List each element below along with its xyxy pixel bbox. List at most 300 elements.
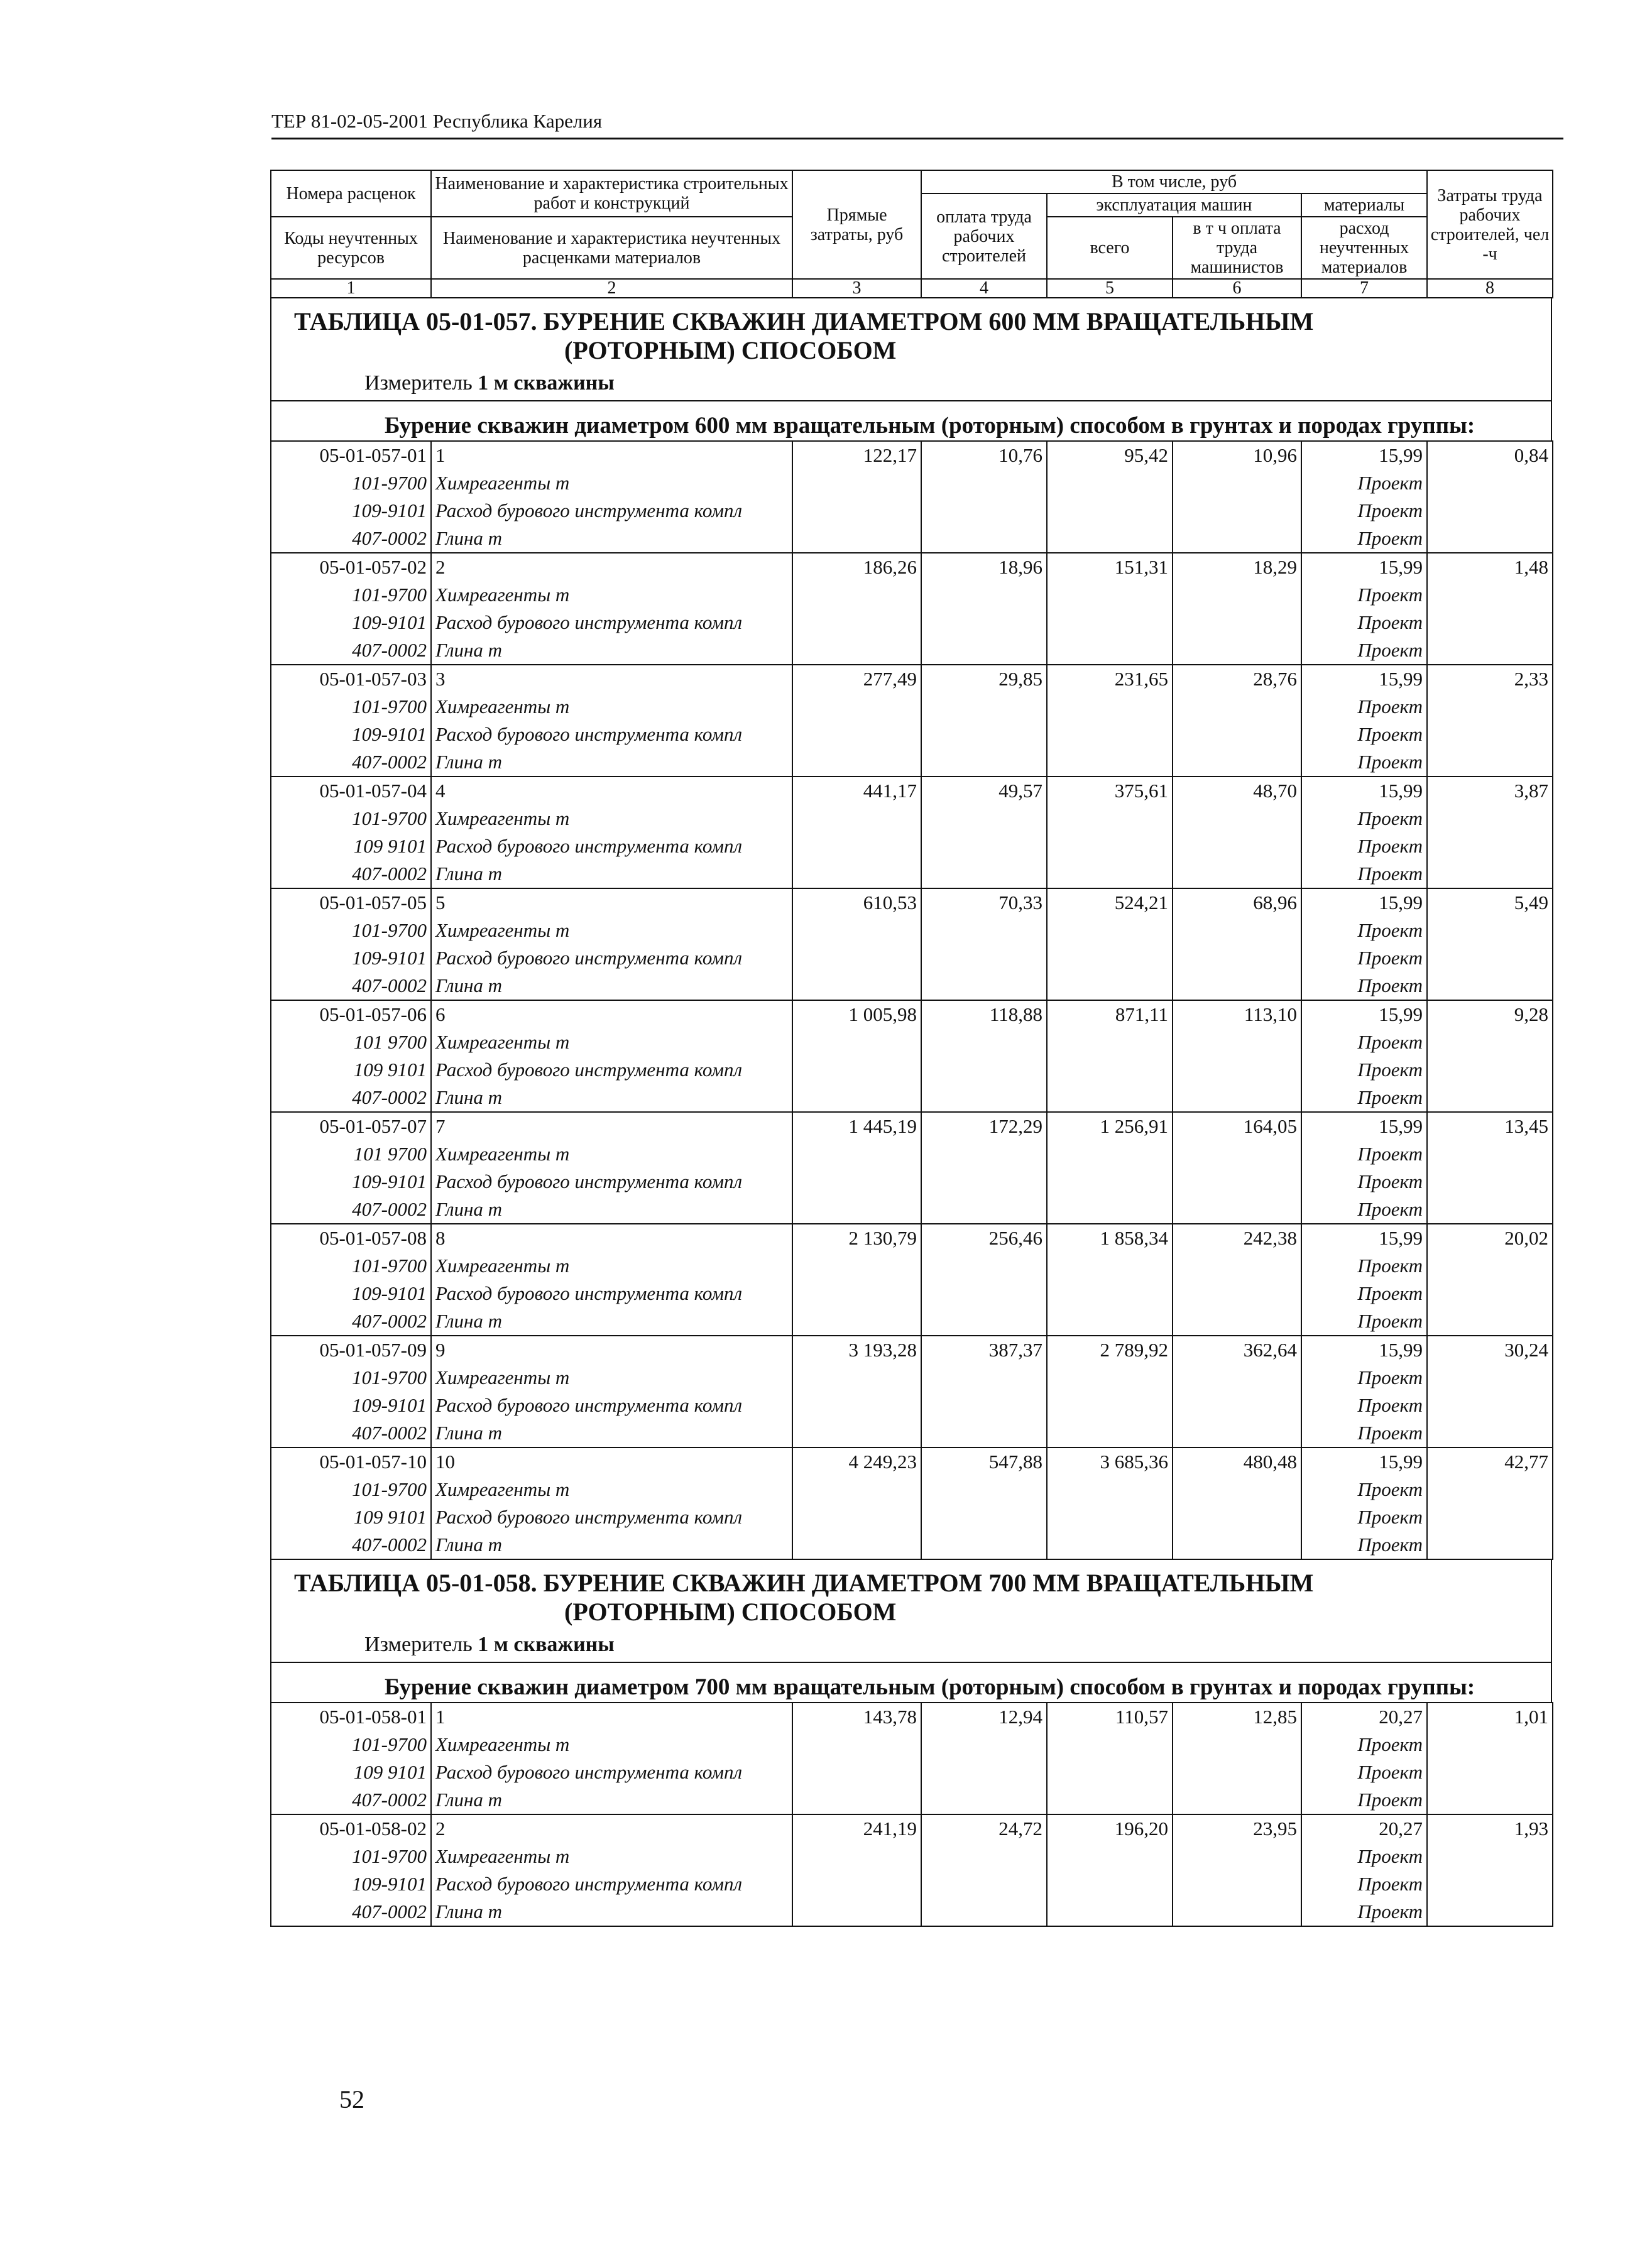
empty-cell (792, 1364, 921, 1392)
resource-row (271, 1731, 1553, 1758)
column-number: 1 (271, 279, 431, 298)
empty-cell (1173, 860, 1301, 888)
rate-name: 5 (431, 888, 792, 917)
rate-name: 10 (431, 1447, 792, 1476)
empty-cell (1173, 581, 1301, 609)
resource-code: 101 9700 (271, 1028, 431, 1056)
empty-cell (1173, 944, 1301, 972)
labor-hours: 13,45 (1427, 1112, 1553, 1140)
empty-cell (792, 1531, 921, 1559)
resource-materials: Проект (1301, 917, 1427, 944)
header-labor-pay: оплата труда рабочих строителей (921, 194, 1047, 279)
resource-materials: Проект (1301, 1758, 1427, 1786)
resource-materials: Проект (1301, 944, 1427, 972)
resource-row (271, 805, 1553, 832)
labor-pay: 172,29 (921, 1112, 1047, 1140)
empty-cell (1427, 1307, 1553, 1336)
materials-cost: 15,99 (1301, 665, 1427, 693)
rate-code: 05-01-057-04 (271, 777, 431, 805)
empty-cell (921, 1364, 1047, 1392)
empty-cell (1427, 944, 1553, 972)
labor-hours: 1,48 (1427, 553, 1553, 581)
resource-materials: Проект (1301, 1870, 1427, 1898)
empty-cell (921, 1503, 1047, 1531)
empty-cell (1173, 1870, 1301, 1898)
header-rate-numbers: Номера расценок (271, 170, 431, 217)
page-number: 52 (339, 2085, 364, 2113)
empty-cell (1047, 1168, 1173, 1196)
resource-materials: Проект (1301, 469, 1427, 497)
resource-code: 109 9101 (271, 1503, 431, 1531)
direct-costs: 610,53 (792, 888, 921, 917)
direct-costs: 143,78 (792, 1703, 921, 1731)
empty-cell (1427, 721, 1553, 748)
rate-table-section (270, 298, 1552, 440)
labor-hours: 30,24 (1427, 1336, 1553, 1364)
resource-code: 101-9700 (271, 469, 431, 497)
resource-materials: Проект (1301, 1280, 1427, 1307)
machines-total: 1 858,34 (1047, 1224, 1173, 1252)
empty-cell (792, 1731, 921, 1758)
labor-pay: 387,37 (921, 1336, 1047, 1364)
header-machines: эксплуатация машин (1047, 194, 1301, 217)
empty-cell (921, 469, 1047, 497)
empty-cell (1047, 1056, 1173, 1084)
resource-row (271, 1870, 1553, 1898)
empty-cell (792, 1168, 921, 1196)
empty-cell (1173, 609, 1301, 636)
resource-materials: Проект (1301, 525, 1427, 553)
rates-table (270, 1702, 1553, 1927)
resource-code: 109-9101 (271, 721, 431, 748)
resource-name: Расход бурового инструмента компл (431, 609, 792, 636)
materials-cost: 15,99 (1301, 1336, 1427, 1364)
empty-cell (1047, 1870, 1173, 1898)
resource-code: 101-9700 (271, 1731, 431, 1758)
empty-cell (792, 972, 921, 1000)
empty-cell (921, 1898, 1047, 1926)
rate-name: 1 (431, 441, 792, 469)
empty-cell (1047, 581, 1173, 609)
empty-cell (921, 805, 1047, 832)
empty-cell (792, 832, 921, 860)
empty-cell (1047, 497, 1173, 525)
empty-cell (1173, 748, 1301, 777)
resource-row (271, 1758, 1553, 1786)
rate-row (271, 888, 1553, 917)
empty-cell (1173, 1898, 1301, 1926)
resource-name: Химреагенты т (431, 1476, 792, 1503)
empty-cell (1047, 609, 1173, 636)
labor-hours: 3,87 (1427, 777, 1553, 805)
labor-pay: 70,33 (921, 888, 1047, 917)
rate-code: 05-01-057-07 (271, 1112, 431, 1140)
header-resource-codes: Коды неучтенных ресурсов (271, 217, 431, 279)
empty-cell (1047, 1392, 1173, 1419)
machines-total: 110,57 (1047, 1703, 1173, 1731)
empty-cell (1427, 1786, 1553, 1814)
empty-cell (921, 748, 1047, 777)
measure-unit (271, 365, 1551, 401)
resource-row (271, 525, 1553, 553)
resource-row (271, 972, 1553, 1000)
empty-cell (1427, 1898, 1553, 1926)
resource-row (271, 469, 1553, 497)
resource-row (271, 609, 1553, 636)
rate-row (271, 1112, 1553, 1140)
empty-cell (921, 497, 1047, 525)
resource-row (271, 1531, 1553, 1559)
labor-pay: 49,57 (921, 777, 1047, 805)
machines-total: 871,11 (1047, 1000, 1173, 1028)
estimate-document (270, 170, 1552, 1927)
empty-cell (1173, 1392, 1301, 1419)
resource-row (271, 721, 1553, 748)
header-materials-consumption: расход неучтенных материалов (1301, 217, 1427, 279)
rate-code: 05-01-057-06 (271, 1000, 431, 1028)
empty-cell (1047, 636, 1173, 665)
empty-cell (792, 1084, 921, 1112)
rate-row (271, 1336, 1553, 1364)
resource-materials: Проект (1301, 1364, 1427, 1392)
empty-cell (921, 1307, 1047, 1336)
empty-cell (1047, 1531, 1173, 1559)
empty-cell (1047, 1843, 1173, 1870)
labor-pay: 547,88 (921, 1447, 1047, 1476)
column-number: 4 (921, 279, 1047, 298)
empty-cell (1427, 1503, 1553, 1531)
resource-name: Глина т (431, 1196, 792, 1224)
direct-costs: 1 005,98 (792, 1000, 921, 1028)
empty-cell (1173, 497, 1301, 525)
empty-cell (1047, 1028, 1173, 1056)
empty-cell (1173, 525, 1301, 553)
empty-cell (1173, 721, 1301, 748)
labor-hours: 20,02 (1427, 1224, 1553, 1252)
empty-cell (1047, 1280, 1173, 1307)
machines-total: 375,61 (1047, 777, 1173, 805)
resource-name: Расход бурового инструмента компл (431, 1758, 792, 1786)
empty-cell (1173, 1843, 1301, 1870)
measure-value: 1 м скважины (478, 1633, 615, 1656)
resource-materials: Проект (1301, 832, 1427, 860)
empty-cell (1173, 1084, 1301, 1112)
empty-cell (792, 581, 921, 609)
rate-code: 05-01-058-01 (271, 1703, 431, 1731)
resource-code: 407-0002 (271, 860, 431, 888)
table-title-line: (РОТОРНЫМ) СПОСОБОМ (564, 1598, 897, 1626)
empty-cell (921, 609, 1047, 636)
resource-code: 101-9700 (271, 1364, 431, 1392)
resource-materials: Проект (1301, 721, 1427, 748)
empty-cell (1427, 972, 1553, 1000)
empty-cell (792, 1419, 921, 1447)
empty-cell (921, 693, 1047, 721)
empty-cell (1047, 1364, 1173, 1392)
empty-cell (792, 1280, 921, 1307)
empty-cell (1173, 693, 1301, 721)
empty-cell (921, 581, 1047, 609)
empty-cell (1427, 860, 1553, 888)
column-number: 6 (1173, 279, 1301, 298)
resource-materials: Проект (1301, 636, 1427, 665)
rate-name: 2 (431, 553, 792, 581)
empty-cell (1173, 1364, 1301, 1392)
resource-code: 101-9700 (271, 581, 431, 609)
rate-code: 05-01-057-08 (271, 1224, 431, 1252)
empty-cell (1173, 636, 1301, 665)
empty-cell (792, 805, 921, 832)
rate-name: 9 (431, 1336, 792, 1364)
resource-code: 101-9700 (271, 805, 431, 832)
labor-hours: 9,28 (1427, 1000, 1553, 1028)
empty-cell (1173, 832, 1301, 860)
resource-materials: Проект (1301, 1056, 1427, 1084)
resource-materials: Проект (1301, 1307, 1427, 1336)
machinists-pay: 18,29 (1173, 553, 1301, 581)
empty-cell (1427, 469, 1553, 497)
empty-cell (1173, 1140, 1301, 1168)
machinists-pay: 480,48 (1173, 1447, 1301, 1476)
resource-materials: Проект (1301, 497, 1427, 525)
resource-code: 407-0002 (271, 1531, 431, 1559)
group-heading: Бурение скважин диаметром 700 мм вращательным (роторным) способом в грунтах и породах группы: (385, 1674, 1475, 1700)
resource-name: Химреагенты т (431, 581, 792, 609)
rate-row (271, 1000, 1553, 1028)
empty-cell (1427, 1476, 1553, 1503)
table-title (271, 1560, 1551, 1627)
resource-name: Химреагенты т (431, 1731, 792, 1758)
rate-name: 7 (431, 1112, 792, 1140)
labor-hours: 1,93 (1427, 1814, 1553, 1843)
resource-name: Химреагенты т (431, 693, 792, 721)
rate-row (271, 665, 1553, 693)
empty-cell (1173, 1758, 1301, 1786)
resource-row (271, 1028, 1553, 1056)
empty-cell (1047, 748, 1173, 777)
empty-cell (1173, 1476, 1301, 1503)
rate-name: 8 (431, 1224, 792, 1252)
resource-code: 101-9700 (271, 917, 431, 944)
empty-cell (921, 1168, 1047, 1196)
empty-cell (1047, 1898, 1173, 1926)
empty-cell (792, 860, 921, 888)
resource-materials: Проект (1301, 581, 1427, 609)
empty-cell (1427, 497, 1553, 525)
resource-materials: Проект (1301, 1786, 1427, 1814)
resource-name: Глина т (431, 1419, 792, 1447)
empty-cell (1173, 469, 1301, 497)
machines-total: 95,42 (1047, 441, 1173, 469)
empty-cell (1047, 1786, 1173, 1814)
column-number: 5 (1047, 279, 1173, 298)
direct-costs: 1 445,19 (792, 1112, 921, 1140)
resource-code: 407-0002 (271, 1786, 431, 1814)
resource-materials: Проект (1301, 1843, 1427, 1870)
empty-cell (1427, 1531, 1553, 1559)
rate-row (271, 1814, 1553, 1843)
empty-cell (1047, 1252, 1173, 1280)
resource-name: Глина т (431, 860, 792, 888)
resource-code: 109 9101 (271, 832, 431, 860)
empty-cell (1427, 805, 1553, 832)
rate-code: 05-01-058-02 (271, 1814, 431, 1843)
page-header: ТЕР 81-02-05-2001 Республика Карелия (271, 110, 1563, 139)
resource-materials: Проект (1301, 1084, 1427, 1112)
empty-cell (1047, 944, 1173, 972)
empty-cell (792, 1758, 921, 1786)
empty-cell (1427, 1168, 1553, 1196)
empty-cell (921, 972, 1047, 1000)
resource-code: 109-9101 (271, 1392, 431, 1419)
resource-name: Глина т (431, 1307, 792, 1336)
resource-name: Химреагенты т (431, 1364, 792, 1392)
resource-code: 101-9700 (271, 693, 431, 721)
empty-cell (1427, 1870, 1553, 1898)
resource-row (271, 1056, 1553, 1084)
empty-cell (921, 1786, 1047, 1814)
resource-materials: Проект (1301, 1898, 1427, 1926)
resource-code: 407-0002 (271, 1196, 431, 1224)
machines-total: 524,21 (1047, 888, 1173, 917)
resource-name: Химреагенты т (431, 805, 792, 832)
resource-name: Химреагенты т (431, 1252, 792, 1280)
resource-name: Глина т (431, 1898, 792, 1926)
empty-cell (1427, 1758, 1553, 1786)
machines-total: 151,31 (1047, 553, 1173, 581)
rates-table (270, 440, 1553, 1560)
resource-materials: Проект (1301, 1028, 1427, 1056)
table-title (271, 298, 1551, 365)
materials-cost: 15,99 (1301, 777, 1427, 805)
resource-materials: Проект (1301, 693, 1427, 721)
empty-cell (1173, 1168, 1301, 1196)
resource-row (271, 1392, 1553, 1419)
empty-cell (792, 1786, 921, 1814)
resource-row (271, 1843, 1553, 1870)
direct-costs: 241,19 (792, 1814, 921, 1843)
column-number: 7 (1301, 279, 1427, 298)
empty-cell (1427, 1392, 1553, 1419)
labor-pay: 29,85 (921, 665, 1047, 693)
resource-name: Расход бурового инструмента компл (431, 832, 792, 860)
machines-total: 2 789,92 (1047, 1336, 1173, 1364)
resource-name: Глина т (431, 972, 792, 1000)
resource-code: 101-9700 (271, 1843, 431, 1870)
resource-materials: Проект (1301, 1731, 1427, 1758)
resource-name: Химреагенты т (431, 469, 792, 497)
resource-name: Расход бурового инструмента компл (431, 1056, 792, 1084)
machinists-pay: 28,76 (1173, 665, 1301, 693)
empty-cell (1427, 1843, 1553, 1870)
direct-costs: 277,49 (792, 665, 921, 693)
empty-cell (792, 1843, 921, 1870)
resource-name: Расход бурового инструмента компл (431, 1280, 792, 1307)
resource-materials: Проект (1301, 748, 1427, 777)
empty-cell (1173, 1307, 1301, 1336)
empty-cell (1173, 1280, 1301, 1307)
header-machinists-pay: в т ч оплата труда машинистов (1173, 217, 1301, 279)
empty-cell (792, 1056, 921, 1084)
materials-cost: 15,99 (1301, 888, 1427, 917)
empty-cell (1173, 1531, 1301, 1559)
empty-cell (1047, 469, 1173, 497)
machines-total: 1 256,91 (1047, 1112, 1173, 1140)
empty-cell (792, 693, 921, 721)
resource-name: Глина т (431, 748, 792, 777)
resource-row (271, 1786, 1553, 1814)
resource-name: Химреагенты т (431, 917, 792, 944)
rate-row (271, 1703, 1553, 1731)
resource-row (271, 1168, 1553, 1196)
rate-table-section (270, 1560, 1552, 1702)
resource-materials: Проект (1301, 1168, 1427, 1196)
resource-materials: Проект (1301, 1196, 1427, 1224)
empty-cell (1047, 721, 1173, 748)
resource-code: 407-0002 (271, 1419, 431, 1447)
empty-cell (921, 1843, 1047, 1870)
resource-materials: Проект (1301, 1252, 1427, 1280)
empty-cell (921, 1476, 1047, 1503)
resource-code: 407-0002 (271, 525, 431, 553)
table-title-line: ТАБЛИЦА 05-01-058. БУРЕНИЕ СКВАЖИН ДИАМЕТРОМ 700 ММ ВРАЩАТЕЛЬНЫМ (294, 1569, 1314, 1597)
empty-cell (1047, 1084, 1173, 1112)
resource-row (271, 832, 1553, 860)
table-title-line: ТАБЛИЦА 05-01-057. БУРЕНИЕ СКВАЖИН ДИАМЕТРОМ 600 ММ ВРАЩАТЕЛЬНЫМ (294, 307, 1314, 335)
measure-label: Измеритель (364, 371, 473, 395)
materials-cost: 15,99 (1301, 1000, 1427, 1028)
resource-name: Химреагенты т (431, 1843, 792, 1870)
empty-cell (921, 721, 1047, 748)
rate-code: 05-01-057-03 (271, 665, 431, 693)
resource-row (271, 581, 1553, 609)
materials-cost: 15,99 (1301, 1447, 1427, 1476)
measure-label: Измеритель (364, 1633, 473, 1656)
empty-cell (792, 1140, 921, 1168)
resource-row (271, 1364, 1553, 1392)
empty-cell (792, 1476, 921, 1503)
labor-hours: 0,84 (1427, 441, 1553, 469)
empty-cell (792, 1252, 921, 1280)
empty-cell (1427, 1419, 1553, 1447)
empty-cell (1427, 636, 1553, 665)
resource-code: 109-9101 (271, 497, 431, 525)
rate-name: 3 (431, 665, 792, 693)
machinists-pay: 164,05 (1173, 1112, 1301, 1140)
rate-row (271, 441, 1553, 469)
materials-cost: 20,27 (1301, 1703, 1427, 1731)
materials-cost: 15,99 (1301, 1224, 1427, 1252)
materials-cost: 20,27 (1301, 1814, 1427, 1843)
empty-cell (921, 1392, 1047, 1419)
empty-cell (792, 1307, 921, 1336)
empty-cell (921, 1028, 1047, 1056)
header-in-total: В том числе, руб (921, 170, 1427, 194)
empty-cell (792, 748, 921, 777)
empty-cell (792, 944, 921, 972)
resource-name: Химреагенты т (431, 1028, 792, 1056)
resource-row (271, 636, 1553, 665)
resource-row (271, 860, 1553, 888)
header-work-name: Наименование и характеристика строительных работ и конструкций (431, 170, 792, 217)
empty-cell (1427, 1731, 1553, 1758)
labor-pay: 10,76 (921, 441, 1047, 469)
header-machines-total: всего (1047, 217, 1173, 279)
machinists-pay: 48,70 (1173, 777, 1301, 805)
direct-costs: 186,26 (792, 553, 921, 581)
empty-cell (1047, 1758, 1173, 1786)
resource-code: 101-9700 (271, 1252, 431, 1280)
